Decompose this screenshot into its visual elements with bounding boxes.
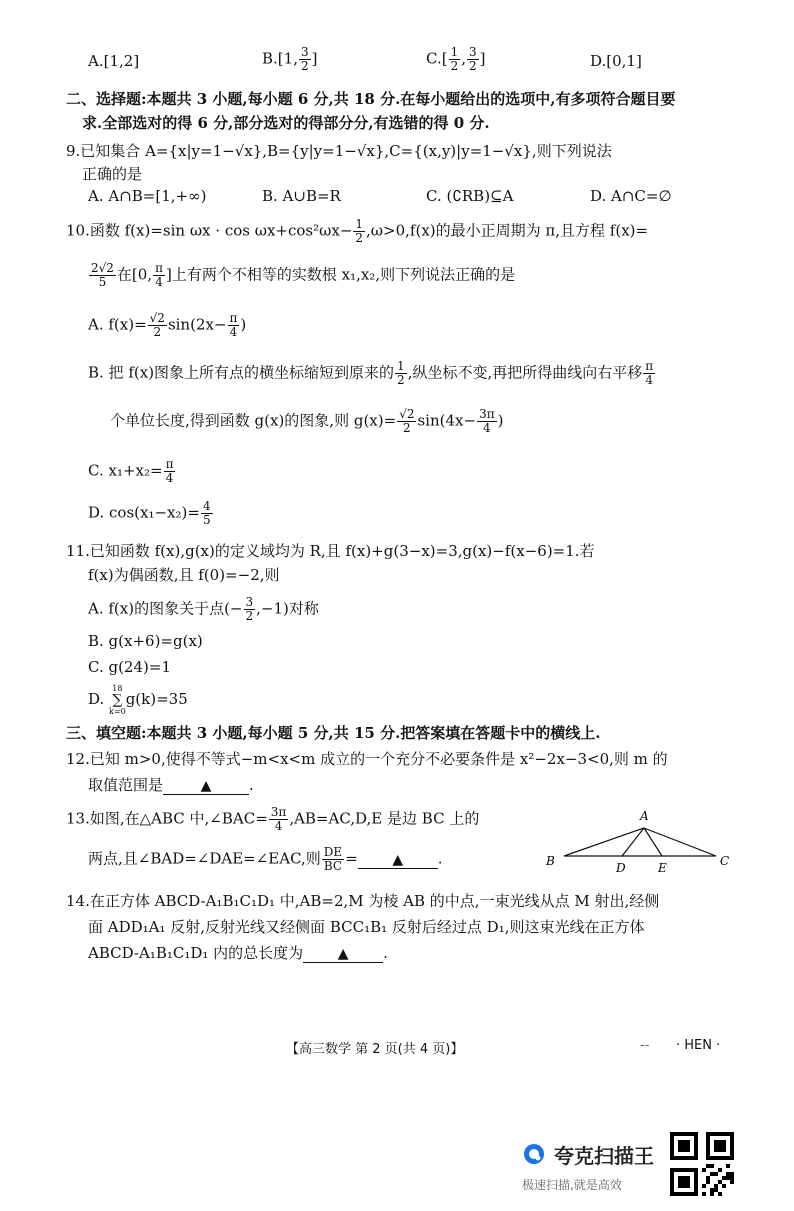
q9-option-d: D. A∩C=∅ — [590, 187, 672, 205]
q10-option-b-line2: 个单位长度,得到函数 g(x)的图象,则 g(x)= $\frac{√2}{2}$ sin(4x− $\frac{3\pi}{4}$ ) — [110, 407, 504, 435]
quark-logo-icon — [522, 1142, 546, 1166]
segment-ae — [644, 828, 662, 856]
q11-option-d: D. 18 ∑ k=0 g(k)=35 — [88, 684, 188, 716]
q10-stem-line2: $\frac{2√2}{5}$ 在[0, $\frac{\pi}{4}$ ]上有两个不相等的实数根 x₁,x₂,则下列说法正确的是 — [91, 261, 516, 289]
q12-stem-line1: 12.已知 m>0,使得不等式−m<x<m 成立的一个充分不必要条件是 x²−2x−3<0,则 m 的 — [66, 750, 668, 768]
q13-stem-line2: 两点,且∠BAD=∠DAE=∠EAC,则 $\frac{DE}{BC}$ = ▲ . — [88, 845, 443, 873]
watermark-subtitle: 极速扫描,就是高效 — [522, 1178, 622, 1192]
q10-option-c: C. x₁+x₂= $\frac{\pi}{4}$ — [88, 457, 174, 485]
label-b: B — [546, 854, 555, 868]
q11-option-b: B. g(x+6)=g(x) — [88, 632, 203, 650]
label-e: E — [658, 861, 667, 875]
label-d: D — [616, 861, 626, 875]
page-footer: 【高三数学 第 2 页(共 4 页)】 — [286, 1042, 464, 1057]
q13-triangle-figure — [540, 809, 740, 877]
q11-option-c: C. g(24)=1 — [88, 658, 171, 676]
q9-stem-line2: 正确的是 — [82, 165, 143, 183]
q8-option-a: A.[1,2] — [88, 52, 140, 70]
q8-option-c: C.[ $\frac{1}{2}$ , $\frac{3}{2}$ ] — [426, 45, 486, 73]
label-c: C — [720, 854, 730, 868]
segment-ab — [564, 828, 644, 856]
q8-option-b: B.[1, $\frac{3}{2}$ ] — [262, 45, 318, 73]
q11-stem-line2: f(x)为偶函数,且 f(0)=−2,则 — [88, 566, 280, 584]
q9-option-c: C. (∁RB)⊆A — [426, 187, 514, 205]
q14-stem-line2: 面 ADD₁A₁ 反射,反射光线又经侧面 BCC₁B₁ 反射后经过点 D₁,则这束光线在正方体 — [88, 918, 645, 936]
footer-code: · HEN · — [676, 1038, 721, 1053]
q14-stem-line3: ABCD-A₁B₁C₁D₁ 内的总长度为 ▲ . — [88, 944, 388, 962]
q11-stem-line1: 11.已知函数 f(x),g(x)的定义域均为 R,且 f(x)+g(3−x)=3,g(x)−f(x−6)=1.若 — [66, 542, 595, 560]
q12-answer-blank[interactable]: ▲ — [163, 776, 249, 795]
q10-option-a: A. f(x)= $\frac{√2}{2}$ sin(2x− $\frac{\pi}{4}$ ) — [88, 311, 247, 339]
q13-answer-blank[interactable]: ▲ — [358, 850, 438, 869]
q13-stem-line1: 13.如图,在△ABC 中,∠BAC= $\frac{3\pi}{4}$ ,AB=AC,D,E 是边 BC 上的 — [66, 805, 480, 833]
section2-heading-line2: 求.全部选对的得 6 分,部分选对的得部分分,有选错的得 0 分. — [82, 114, 490, 132]
q9-option-b: B. A∪B=R — [262, 187, 341, 205]
q8-option-d: D.[0,1] — [590, 52, 642, 70]
q10-stem-line1: 10.函数 f(x)=sin ωx · cos ωx+cos²ωx− $\frac{1}{2}$ ,ω>0,f(x)的最小正周期为 π,且方程 f(x)= — [66, 217, 649, 245]
label-a: A — [640, 809, 649, 823]
footer-dash: -- — [640, 1038, 650, 1053]
q12-stem-line2: 取值范围是 ▲ . — [88, 776, 254, 794]
q14-answer-blank[interactable]: ▲ — [303, 944, 383, 963]
section3-heading: 三、填空题:本题共 3 小题,每小题 5 分,共 15 分.把答案填在答题卡中的横线上. — [66, 724, 601, 742]
q9-stem-line1: 9.已知集合 A={x|y=1−√x},B={y|y=1−√x},C={(x,y)|y=1−√x},则下列说法 — [66, 142, 612, 160]
segment-ac — [644, 828, 716, 856]
q10-option-b-line1: B. 把 f(x)图象上所有点的横坐标缩短到原来的 $\frac{1}{2}$ ,纵坐标不变,再把所得曲线向右平移 $\frac{\pi}{4}$ — [88, 359, 654, 387]
watermark-title: 夸克扫描王 — [554, 1144, 654, 1168]
qr-code-icon — [670, 1132, 734, 1196]
q11-option-a: A. f(x)的图象关于点(− $\frac{3}{2}$ ,−1)对称 — [88, 595, 319, 623]
section2-heading-line1: 二、选择题:本题共 3 小题,每小题 6 分,共 18 分.在每小题给出的选项中,有多项符合题目要 — [66, 90, 676, 108]
q14-stem-line1: 14.在正方体 ABCD-A₁B₁C₁D₁ 中,AB=2,M 为棱 AB 的中点,一束光线从点 M 射出,经侧 — [66, 892, 660, 910]
q9-option-a: A. A∩B=[1,+∞) — [88, 187, 207, 205]
q10-option-d: D. cos(x₁−x₂)= $\frac{4}{5}$ — [88, 499, 211, 527]
